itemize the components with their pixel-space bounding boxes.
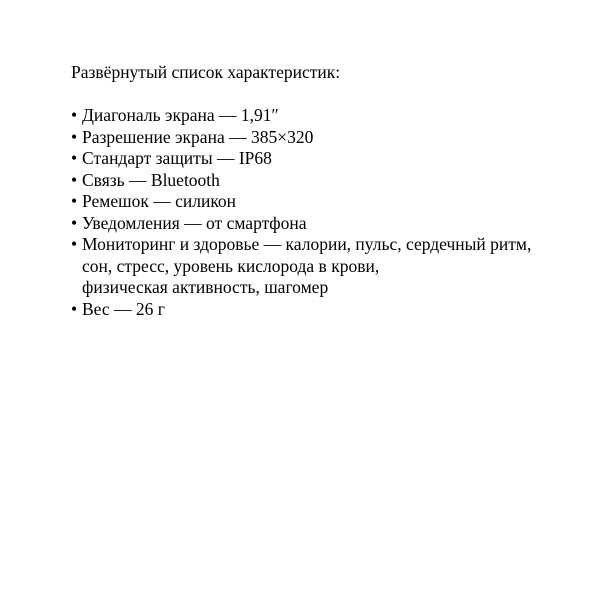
bullet-icon: • [71,169,78,190]
spec-text: Разрешение экрана — 385×320 [82,126,314,147]
spec-item-protection [71,148,591,170]
spec-text: Связь — Bluetooth [82,169,220,190]
spec-text: Диагональ экрана — 1,91″ [82,105,279,125]
spec-text: Мониторинг и здоровье — калории, пульс, сердечный ритм, [82,234,532,254]
bullet-icon: • [71,105,78,125]
spec-text: Ремешок — силикон [82,191,237,211]
document-title: Развёрнутый список характеристик: [71,62,341,82]
spec-item-notifications [71,213,591,235]
bullet-icon: • [71,126,78,147]
spec-item-strap [71,191,591,213]
bullet-icon: • [71,148,78,168]
spec-item-connectivity [71,170,591,192]
bullet-icon: • [71,212,78,233]
spec-item-resolution [71,127,591,149]
spec-text: Уведомления — от смартфона [82,212,307,233]
spec-list [71,105,591,320]
spec-document [71,62,591,320]
spec-text-continuation: физическая активность, шагомер [82,277,329,297]
bullet-icon: • [71,298,78,319]
spec-item-health-monitoring [71,234,591,299]
bullet-icon: • [71,234,78,254]
spec-text: Стандарт защиты — IP68 [82,148,272,168]
spec-text-continuation: сон, стресс, уровень кислорода в крови, [82,255,380,276]
spec-text: Вес — 26 г [82,298,165,319]
spec-item-diagonal [71,105,591,127]
spec-item-weight [71,299,591,321]
bullet-icon: • [71,191,78,211]
